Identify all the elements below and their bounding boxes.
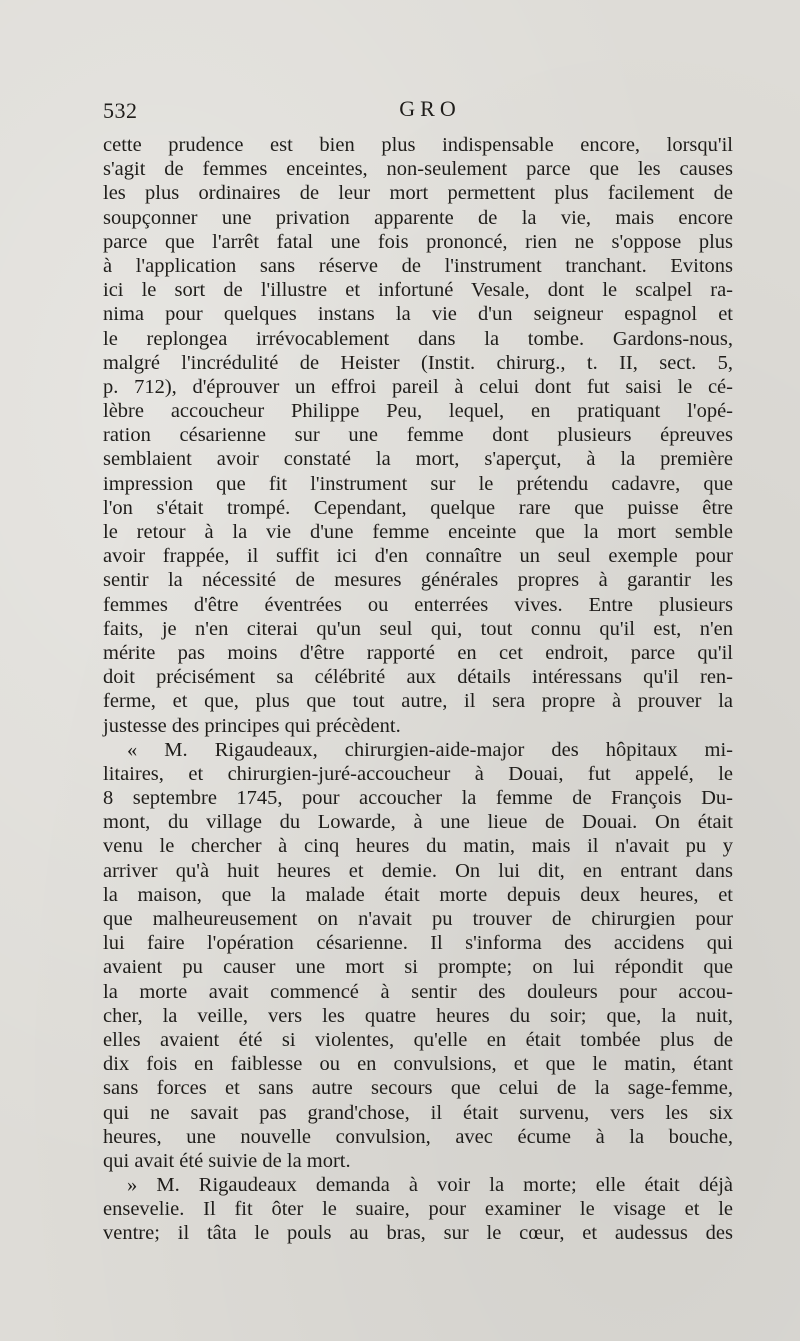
text-line: qui ne savait pas grand'chose, il était survenu, vers les six [103,1101,733,1124]
text-line: ventre; il tâta le pouls au bras, sur le cœur, et audessus des [103,1222,733,1245]
text-line: s'agit de femmes enceintes, non-seulement parce que les causes [103,158,733,181]
text-line: sans forces et sans autre secours que celui de la sage-femme, [103,1077,733,1100]
text-line: mérite pas moins d'être rapporté en cet endroit, parce qu'il [103,641,733,664]
text-line: nima pour quelques instans la vie d'un seigneur espagnol et [103,303,733,326]
text-line: soupçonner une privation apparente de la vie, mais encore [103,206,733,229]
text-line: ensevelie. Il fit ôter le suaire, pour examiner le visage et le [103,1198,733,1221]
text-line: p. 712), d'éprouver un effroi pareil à celui dont fut saisi le cé- [103,375,733,398]
text-line: semblaient avoir constaté la mort, s'aperçut, à la première [103,448,733,471]
text-line: parce que l'arrêt fatal une fois prononcé, rien ne s'oppose plus [103,230,733,253]
text-line: « M. Rigaudeaux, chirurgien-aide-major des hôpitaux mi- [127,738,733,761]
text-line: arriver qu'à huit heures et demie. On lui dit, en entrant dans [103,859,733,882]
text-line: ici le sort de l'illustre et infortuné Vesale, dont le scalpel ra- [103,279,733,302]
running-head: GRO [399,96,461,121]
text-line: » M. Rigaudeaux demanda à voir la morte; elle était déjà [127,1174,733,1197]
text-line: mont, du village du Lowarde, à une lieue de Douai. On était [103,811,733,834]
text-line: faits, je n'en citerai qu'un seul qui, tout connu qu'il est, n'en [103,617,733,640]
body-text [103,133,733,1246]
text-line: heures, une nouvelle convulsion, avec écume à la bouche, [103,1125,733,1148]
text-line: lèbre accoucheur Philippe Peu, lequel, en pratiquant l'opé- [103,400,733,423]
paragraph [103,133,733,738]
text-line: la morte avait commencé à sentir des douleurs pour accou- [103,980,733,1003]
text-line: les plus ordinaires de leur mort permettent plus facilement de [103,182,733,205]
text-line: dix fois en faiblesse ou en convulsions, et que le matin, étant [103,1053,733,1076]
text-line: cette prudence est bien plus indispensable encore, lorsqu'il [103,134,733,156]
text-line: venu le chercher à cinq heures du matin, mais il n'avait pu y [103,835,733,858]
text-line: malgré l'incrédulité de Heister (Instit. chirurg., t. II, sect. 5, [103,351,733,374]
text-line: impression que fit l'instrument sur le prétendu cadavre, que [103,472,733,495]
text-line: avaient pu causer une mort si prompte; on lui répondit que [103,956,733,979]
text-line: avoir frappée, il suffit ici d'en connaître un seul exemple pour [103,545,733,568]
text-line: à l'application sans réserve de l'instrument tranchant. Evitons [103,254,733,277]
page-header [103,96,733,136]
text-line: le retour à la vie d'une femme enceinte que la mort semble [103,521,733,543]
text-line: sentir la nécessité de mesures générales propres à garantir les [103,569,733,592]
text-line: ration césarienne sur une femme dont plusieurs épreuves [103,424,733,447]
paragraph-list [103,133,733,1246]
text-line: cher, la veille, vers les quatre heures du soir; que, la nuit, [103,1004,733,1027]
text-line: qui avait été suivie de la mort. [103,1149,351,1172]
text-line: ferme, et que, plus que tout autre, il sera propre à prouver la [103,690,733,713]
text-line: le replongea irrévocablement dans la tombe. Gardons-nous, [103,327,733,350]
text-line: l'on s'était trompé. Cependant, quelque rare que puisse être [103,496,733,519]
text-line: que malheureusement on n'avait pu trouver de chirurgien pour [103,908,733,930]
text-line: 8 septembre 1745, pour accoucher la femme de François Du- [103,787,733,810]
paragraph [103,1173,733,1246]
text-line: lui faire l'opération césarienne. Il s'informa des accidens qui [103,932,733,955]
text-line: justesse des principes qui précèdent. [103,714,401,737]
text-line: femmes d'être éventrées ou enterrées vives. Entre plusieurs [103,593,733,616]
text-line: elles avaient été si violentes, qu'elle en était tombée plus de [103,1028,733,1051]
paragraph [103,738,733,1173]
text-line: litaires, et chirurgien-juré-accoucheur à Douai, fut appelé, le [103,762,733,785]
page-number: 532 [103,98,138,123]
text-line: la maison, que la malade était morte depuis deux heures, et [103,883,733,906]
text-line: doit précisément sa célébrité aux détails intéressans qu'il ren- [103,666,733,689]
